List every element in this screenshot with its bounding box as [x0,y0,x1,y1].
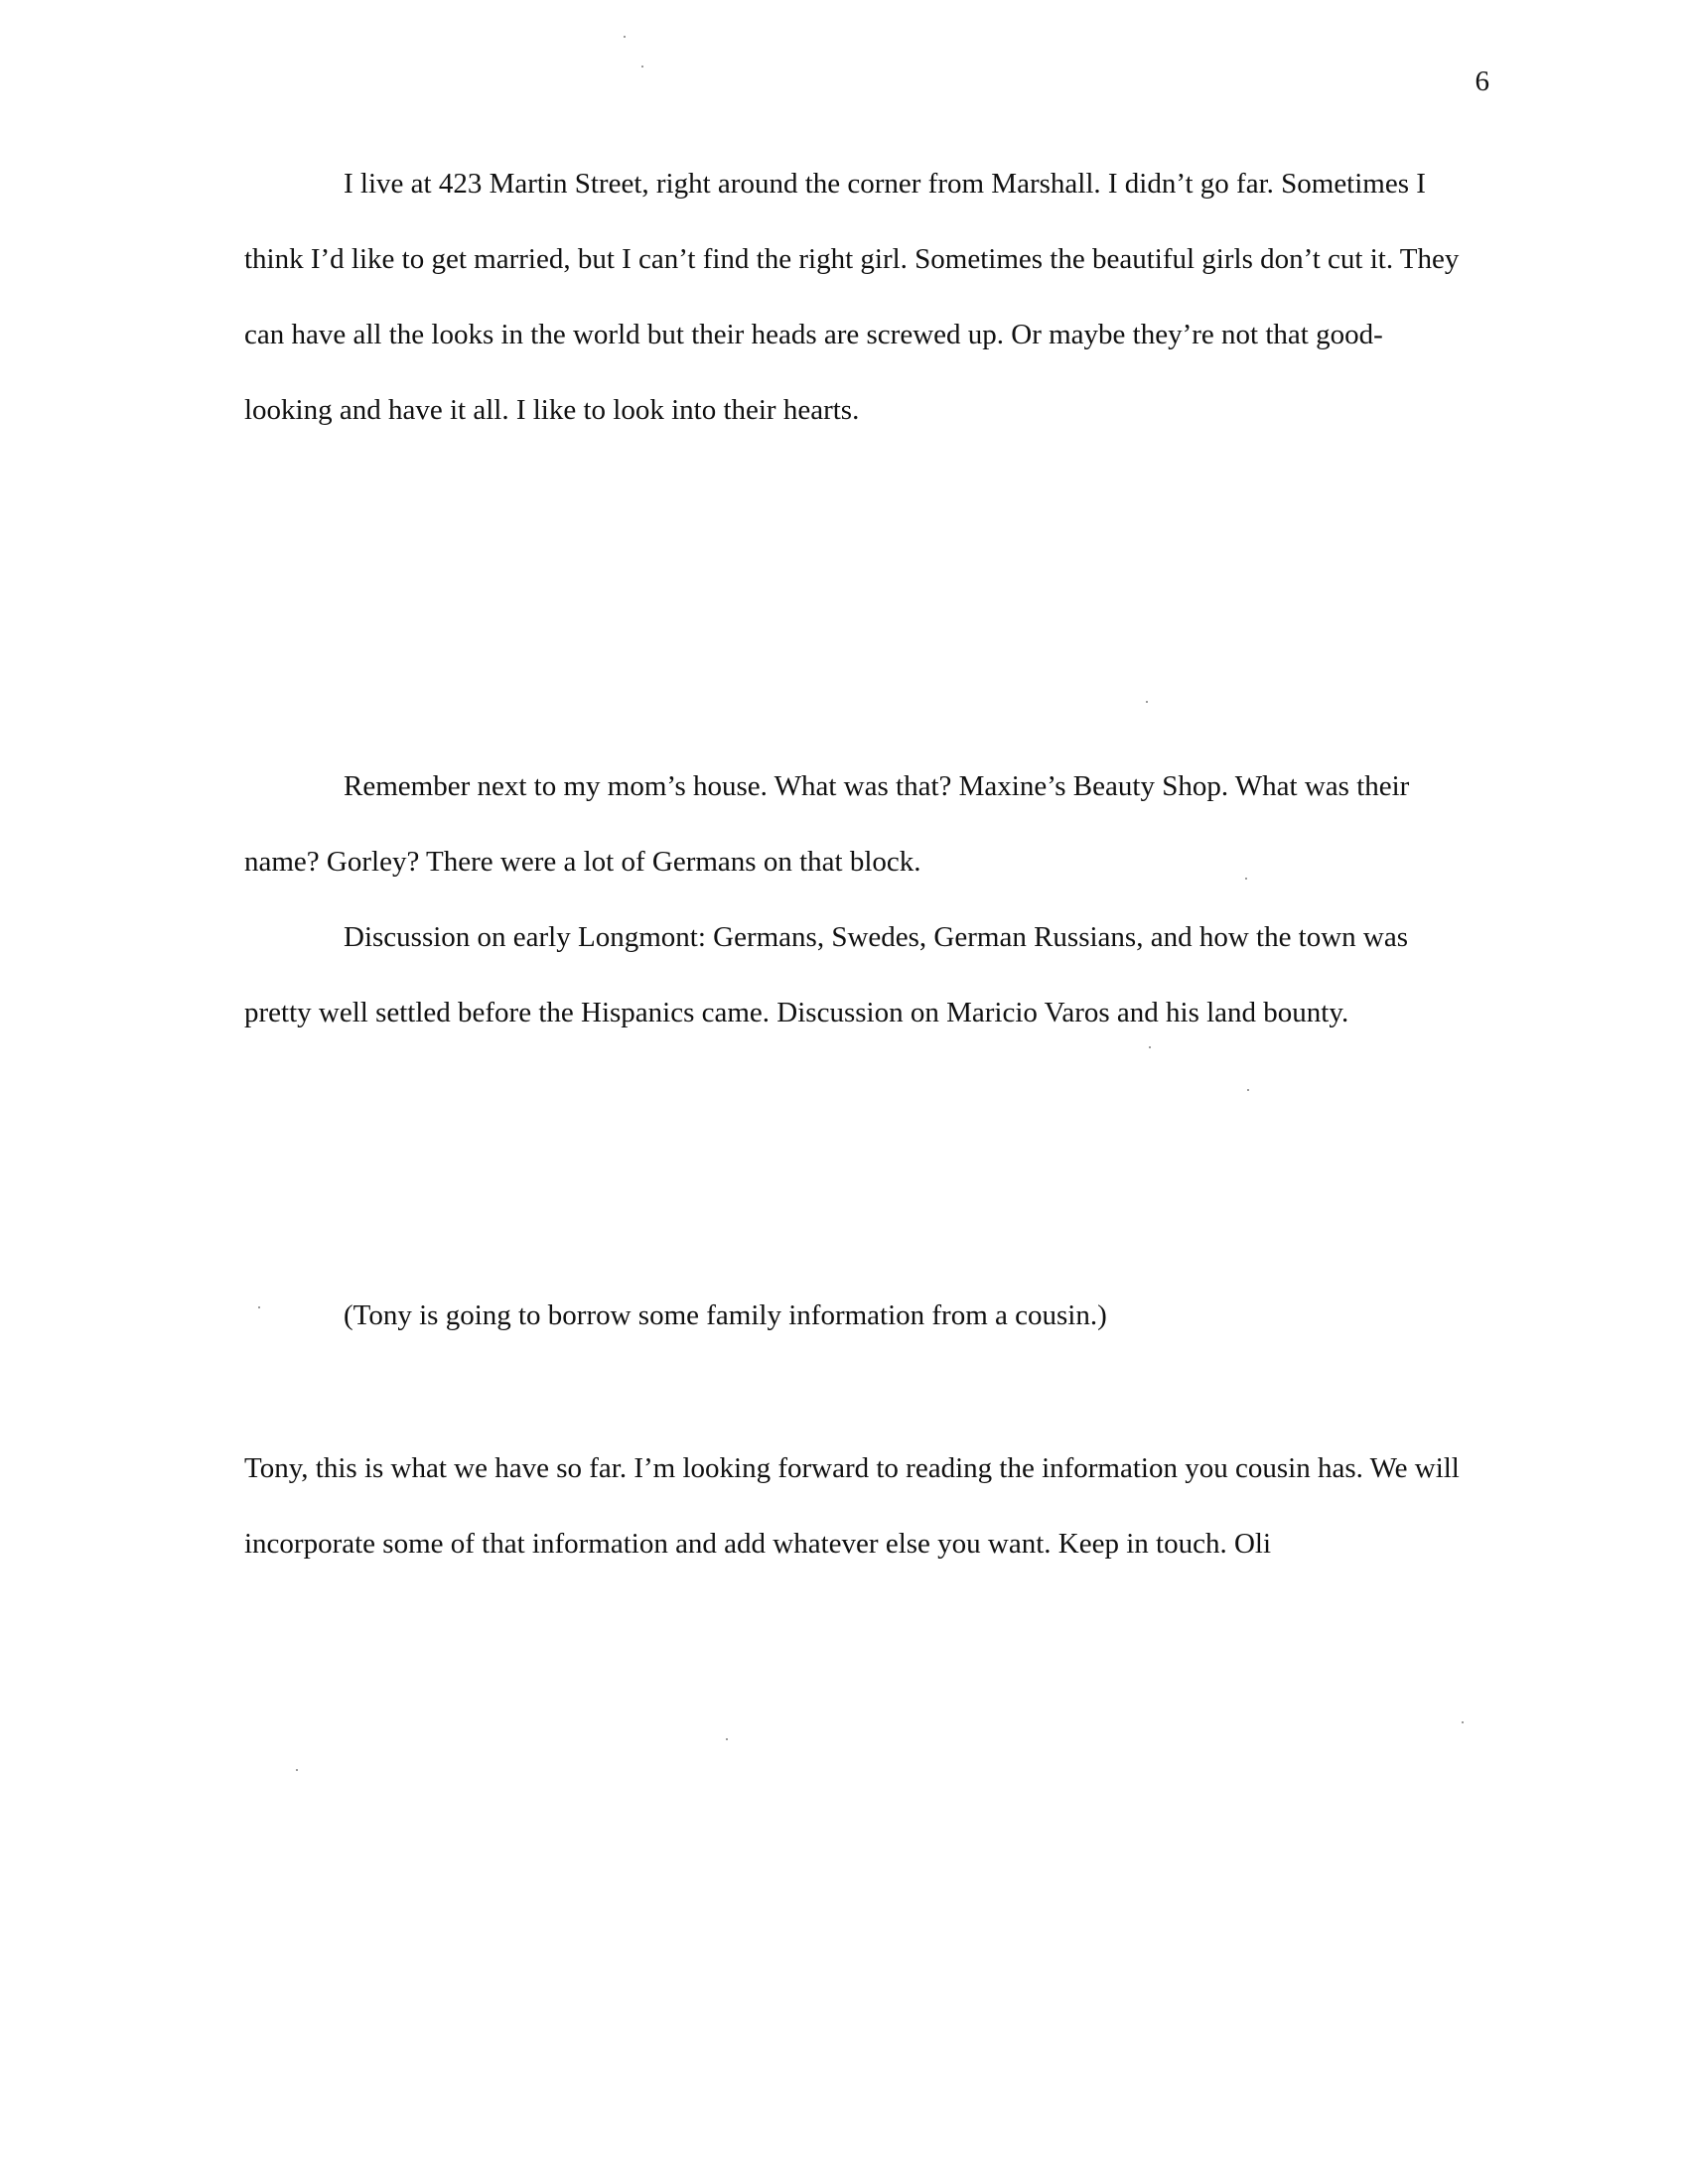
scan-speck [624,36,626,38]
scan-speck [641,66,643,68]
scan-speck [1146,701,1148,703]
paragraph-block-3 [244,1278,1466,1353]
paragraph-closing: Tony, this is what we have so far. I’m looking forward to reading the information you cousin has. We will incorporate some of that information and add whatever else you want. Keep in touch. Oli [244,1452,1460,1560]
scan-speck [1245,878,1247,880]
paragraph-block-1 [244,146,1466,448]
paragraph-note: (Tony is going to borrow some family information from a cousin.) [344,1299,1107,1331]
scan-speck [1462,1721,1464,1723]
scan-speck [1247,1089,1249,1091]
scan-speck [296,1769,298,1771]
paragraph-discussion: Discussion on early Longmont: Germans, Swedes, German Russians, and how the town was pretty well settled before the Hispanics came. Discussion on Maricio Varos and his land bounty. [244,921,1409,1028]
page-number: 6 [1475,66,1489,97]
paragraph-block-4 [244,1431,1466,1581]
scan-speck [726,1738,728,1740]
scan-speck [1149,1046,1151,1048]
paragraph-mom-house: Remember next to my mom’s house. What was that? Maxine’s Beauty Shop. What was their name? Gorley? There were a lot of Germans on that block. [244,770,1410,878]
paragraph-address: I live at 423 Martin Street, right around the corner from Marshall. I didn’t go far. Sometimes I think I’d like to get married, but I can’t find the right girl. Sometimes the beautiful girls don’t cut it. They can have all the looks in the world but their heads are screwed up. Or maybe they’re not that good-looking and have it all. I like to look into their hearts. [244,168,1460,426]
paragraph-block-2 [244,749,1466,1050]
scan-speck [258,1306,260,1308]
